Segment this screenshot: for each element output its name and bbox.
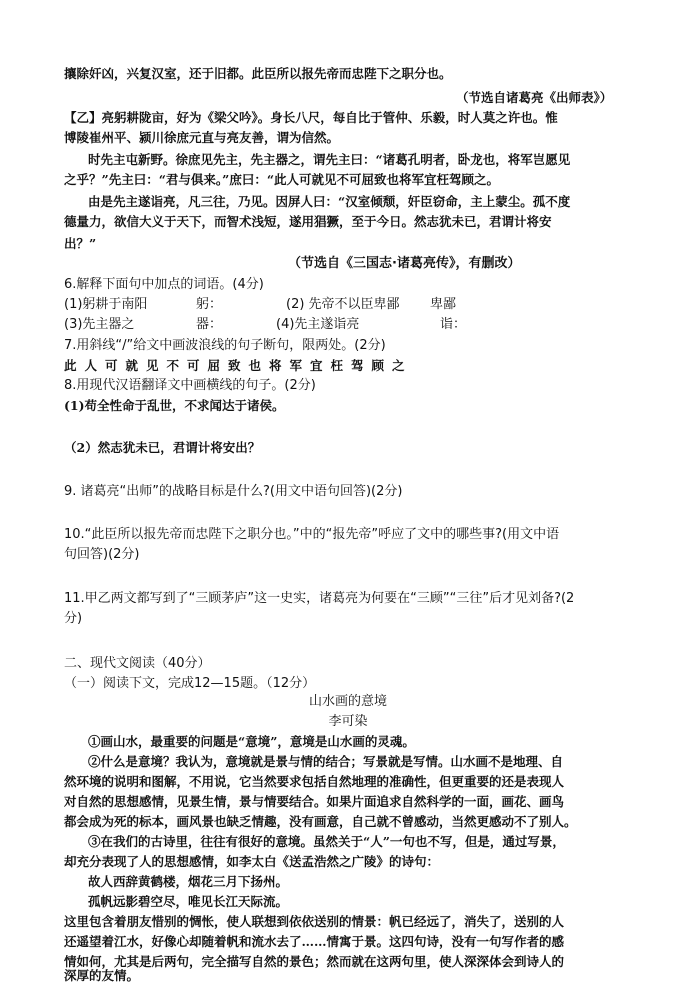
passage-b-line: 时先主屯新野。徐庶见先主，先主器之，谓先主曰：“诸葛孔明者，卧龙也，将军岂愿见	[88, 152, 571, 167]
section-heading: 二、现代文阅读（40分）	[64, 656, 211, 671]
article-paragraph: 然环境的说明和图解，不用说，它当然要求包括自然地理的准确性，但更重要的还是表现人	[64, 774, 565, 789]
article-paragraph: ②什么是意境？我认为，意境就是景与情的结合；写景就是写情。山水画不是地理、自	[88, 754, 564, 769]
article-paragraph: 都会成为死的标本，画风景也缺乏情趣，没有画意，自己就不曾感动，当然更感动不了别人。	[64, 814, 577, 829]
question-6-item: (2) 先帝不以臣卑鄙	[286, 297, 400, 312]
section-subheading: （一）阅读下文，完成12—15题。（12分）	[64, 676, 316, 691]
question-6-word: 器：	[196, 317, 223, 332]
poem-line: 孤帆远影碧空尽，唯见长江天际流。	[88, 894, 289, 909]
question-9: 9. 诸葛亮“出师”的战略目标是什么?(用文中语句回答)(2分)	[64, 484, 403, 499]
question-11-line: 分)	[64, 611, 83, 626]
article-paragraph: ③在我们的古诗里，往往有很好的意境。虽然关于“人”一句也不写，但是，通过写景，	[88, 834, 565, 849]
question-11-line: 11.甲乙两文都写到了“三顾茅庐”这一史实，诸葛亮为何要在“三顾”“三往”后才见刘备?(2	[64, 591, 575, 606]
question-8-stem: 8.用现代汉语翻译文中画横线的句子。(2分)	[64, 378, 316, 393]
question-10-line: 10.“此臣所以报先帝而忠陛下之职分也。”中的“报先帝”呼应了文中的哪些事?(用文中语	[64, 527, 560, 542]
passage-b-line: 德量力，欲信大义于天下，而智术浅短，遂用猖獗，至于今日。然志犹未已，君谓计将安	[64, 214, 552, 229]
passage-b-line: 由是先主遂诣亮，凡三往，乃见。因屏人曰：“汉室倾颓，奸臣窃命，主上蒙尘。孤不度	[88, 194, 571, 209]
passage-a-line: 攘除奸凶，兴复汉室，还于旧都。此臣所以报先帝而忠陛下之职分也。	[64, 66, 452, 81]
question-6-word: 卑鄙	[430, 297, 457, 312]
article-paragraph: 情如何，尤其是后两句，完全描写自然的景色；然而就在这两句里，使人深深体会到诗人的	[64, 954, 565, 969]
question-8-item: （2）然志犹未已，君谓计将安出？	[64, 440, 261, 455]
question-7-sentence: 此人可就见不可屈致也将军宜枉驾顾之	[64, 358, 413, 373]
question-6-word: 诣：	[440, 317, 467, 332]
poem-line: 故人西辞黄鹤楼，烟花三月下扬州。	[88, 874, 289, 889]
question-6-item: (3)先主器之	[64, 317, 135, 332]
question-8-item: (1)苟全性命于乱世，不求闻达于诸侯。	[64, 398, 285, 413]
question-6-item: (4)先主遂诣亮	[276, 317, 360, 332]
passage-b-line: 之乎？”先主曰：“君与俱来。”庶曰：“此人可就见不可屈致也将军宜枉驾顾之。	[64, 172, 500, 187]
question-6-item: (1)躬耕于南阳	[64, 297, 148, 312]
passage-b-line: 出？”	[64, 236, 97, 251]
passage-b-line: 【乙】亮躬耕陇亩，好为《梁父吟》。身长八尺，每自比于管仲、乐毅，时人莫之许也。惟	[64, 110, 558, 125]
article-paragraph: ①画山水，最重要的问题是“意境”，意境是山水画的灵魂。	[88, 734, 415, 749]
article-paragraph: 却充分表现了人的思想感情，如李太白《送孟浩然之广陵》的诗句：	[64, 854, 440, 869]
question-10-line: 句回答)(2分)	[64, 547, 140, 562]
question-6-word: 躬：	[196, 297, 223, 312]
passage-a-source: （节选自诸葛亮《出师表》）	[456, 90, 613, 105]
passage-b-source: （节选自《三国志·诸葛亮传》，有删改）	[288, 256, 521, 271]
passage-b-line: 博陵崔州平、颍川徐庶元直与亮友善，谓为信然。	[64, 130, 340, 145]
question-7-stem: 7.用斜线“/”给文中画波浪线的句子断句，限两处。(2分)	[64, 338, 386, 353]
article-author: 李可染	[328, 714, 368, 729]
article-title: 山水画的意境	[308, 694, 387, 709]
article-paragraph: 还遥望着江水，好像心却随着帆和流水去了……情寓于景。这四句诗，没有一句写作者的感	[64, 934, 565, 949]
article-paragraph: 深厚的友情。	[64, 968, 140, 983]
question-6-stem: 6.解释下面句中加点的词语。(4分)	[64, 277, 264, 292]
article-paragraph: 这里包含着朋友惜别的惆怅，使人联想到依依送别的情景：帆已经远了，消失了，送别的人	[64, 914, 565, 929]
article-paragraph: 对自然的思想感情，见景生情，景与情要结合。如果片面追求自然科学的一面，画花、画鸟	[64, 794, 565, 809]
